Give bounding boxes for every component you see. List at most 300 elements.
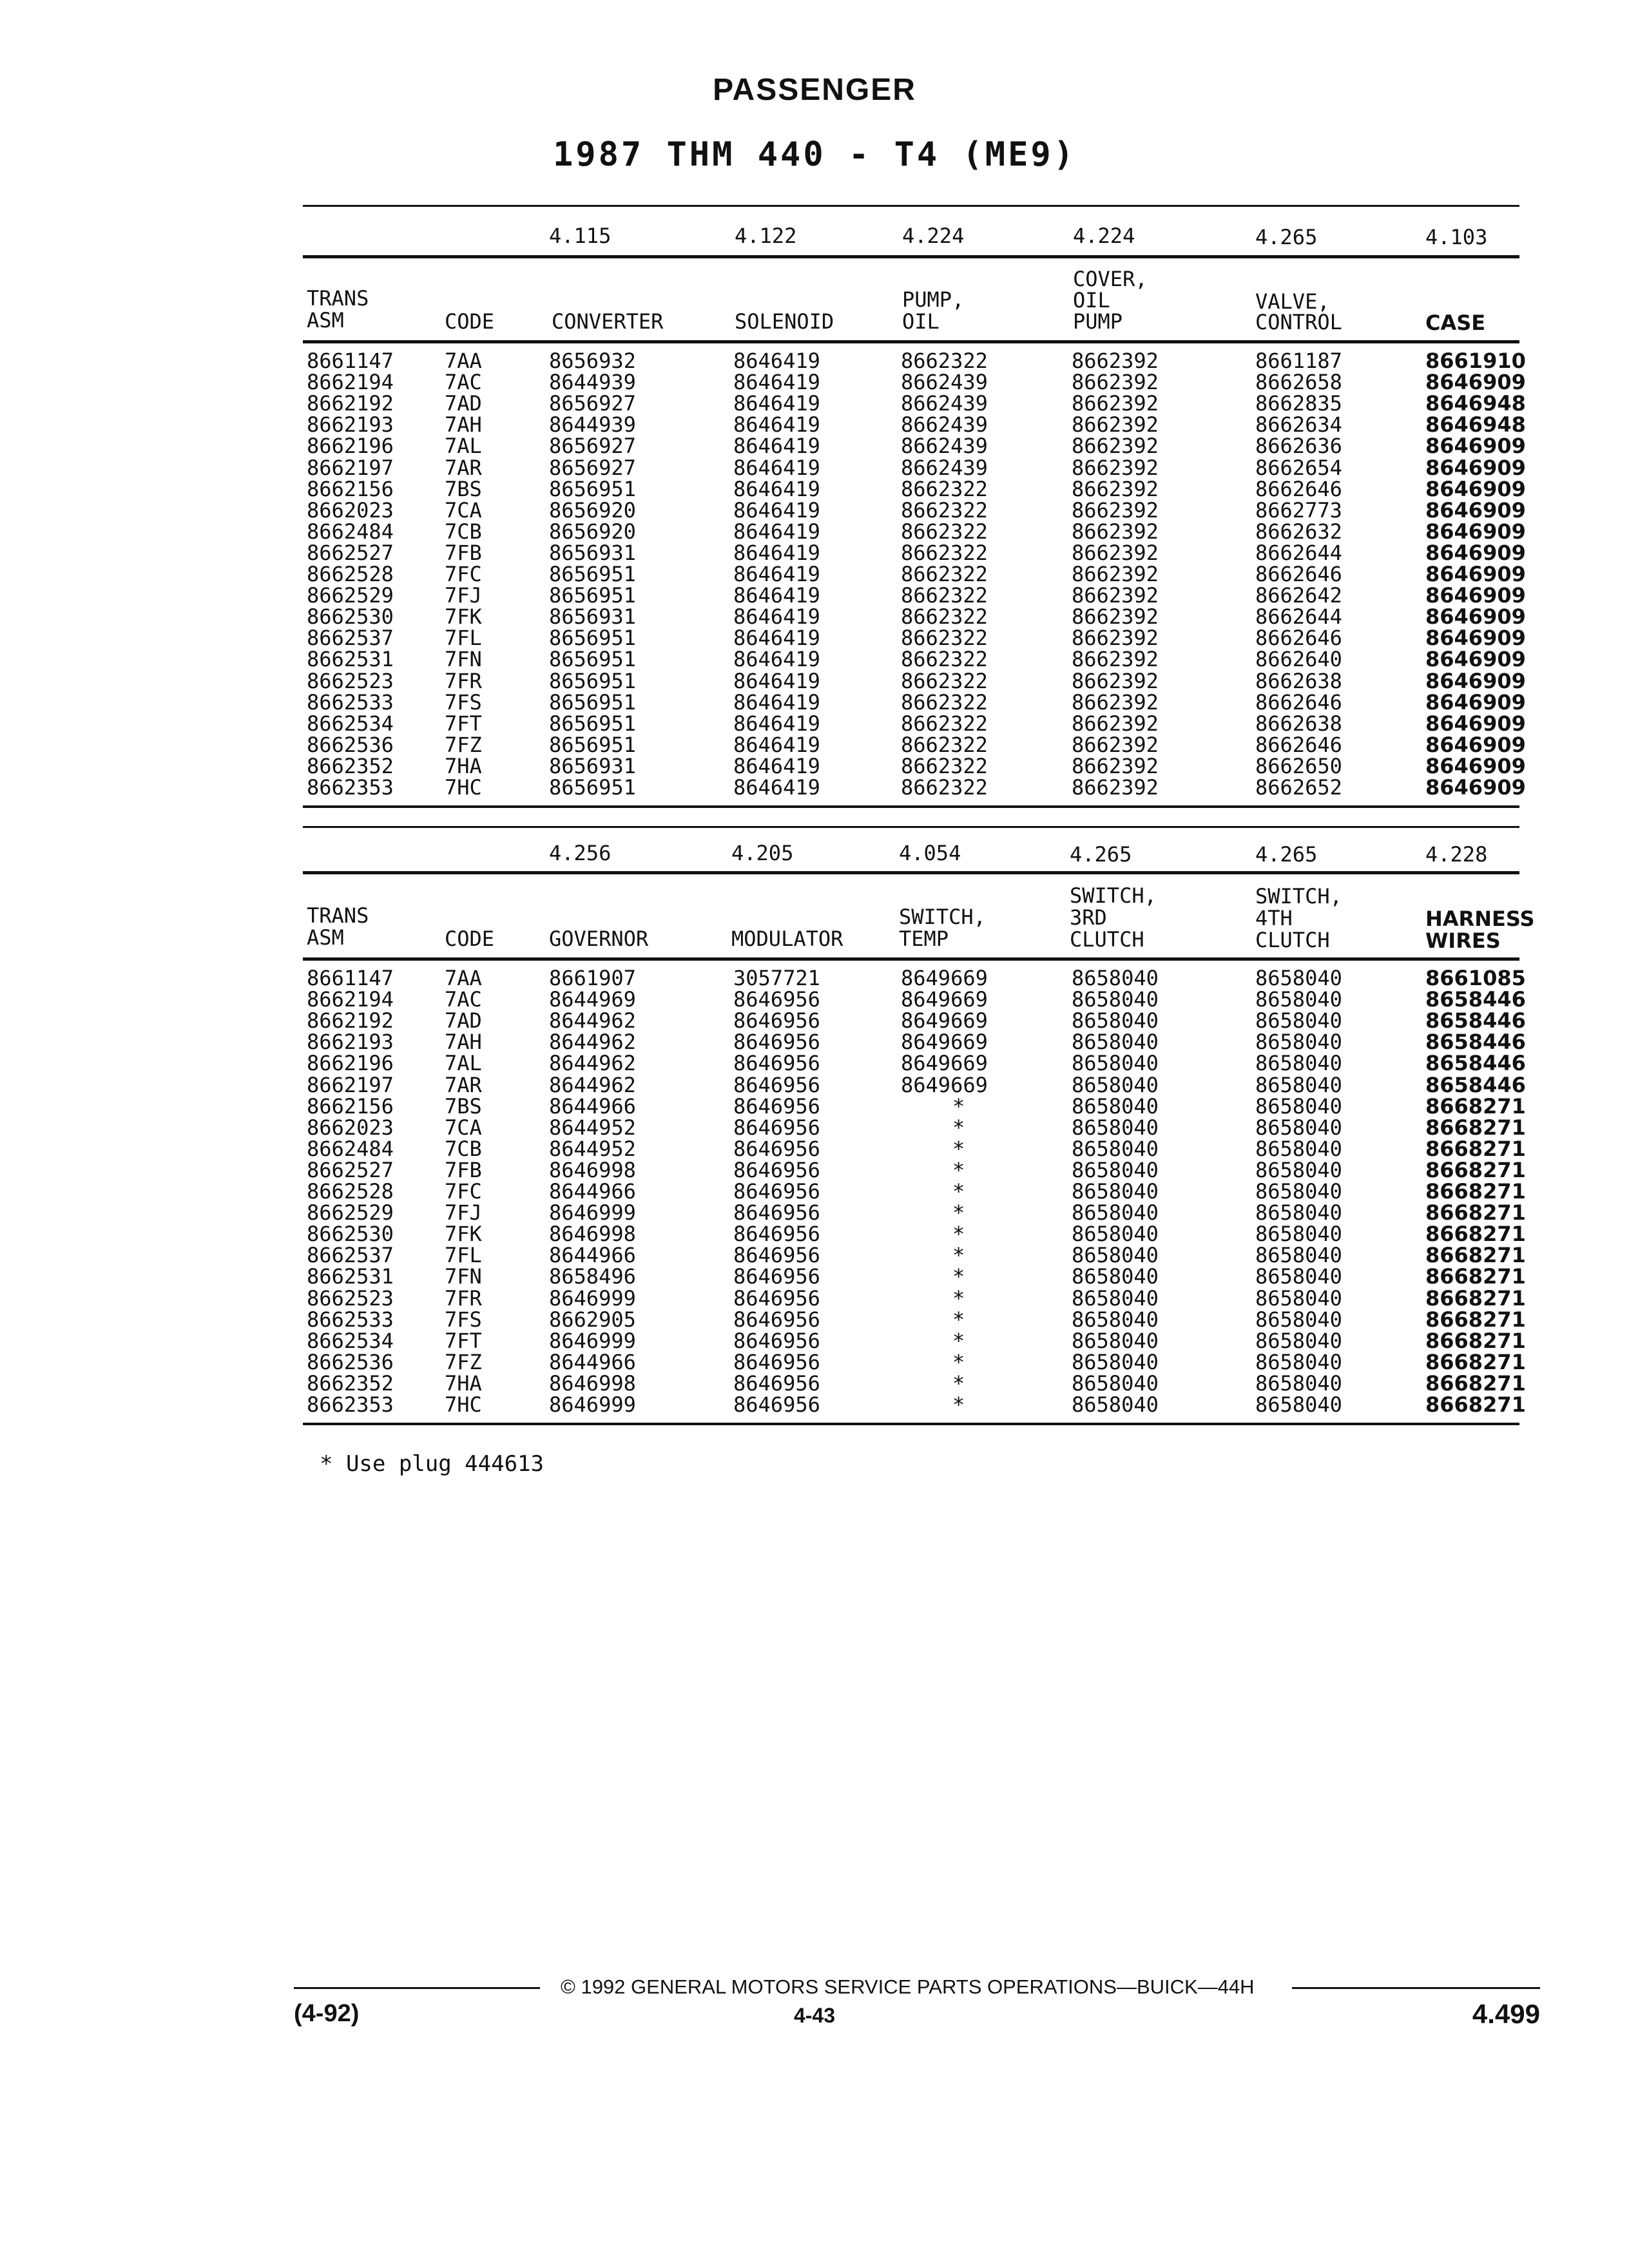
part-cell: 8658040 (1255, 1370, 1342, 1396)
part-cell: 8646956 (733, 1030, 820, 1055)
part-cell: 8658446 (1425, 1051, 1526, 1076)
part-cell: 8646948 (1425, 391, 1526, 416)
part-cell: 8646419 (733, 626, 820, 651)
part-cell: 8662392 (1072, 370, 1159, 395)
part-cell: 8646956 (733, 1179, 820, 1204)
part-cell: 8662322 (901, 711, 988, 736)
code-cell: 7FN (445, 1264, 482, 1289)
trans-asm-cell: 8662353 (307, 1392, 394, 1417)
col-header-switch-4th-3: CLUTCH (1255, 928, 1330, 952)
part-cell: * (952, 1093, 965, 1119)
part-cell: 8662392 (1072, 775, 1159, 800)
col-header-harness-2: WIRES (1425, 928, 1501, 953)
footnote: * Use plug 444613 (320, 1451, 544, 1477)
part-cell: 8662642 (1255, 583, 1342, 608)
part-cell: 8662392 (1072, 455, 1159, 480)
part-cell: 8662322 (901, 604, 988, 629)
code-cell: 7AL (445, 434, 482, 459)
part-cell: 8656931 (549, 753, 636, 778)
part-cell: 8646956 (733, 1370, 820, 1396)
part-cell: * (952, 1264, 965, 1289)
code-cell: 7HA (445, 1370, 482, 1396)
table-row (0, 393, 1629, 414)
col-header-trans: TRANS (307, 903, 369, 928)
footer-date-code: (4-92) (294, 2000, 360, 2027)
part-cell: 8662658 (1255, 370, 1342, 395)
rule (303, 340, 1519, 343)
part-cell: 8658040 (1255, 966, 1342, 990)
trans-asm-cell: 8662529 (307, 583, 394, 608)
trans-asm-cell: 8662352 (307, 1370, 394, 1396)
part-cell: 8658040 (1255, 1222, 1342, 1247)
part-cell: 8646419 (733, 370, 820, 395)
table-row (0, 1328, 1629, 1353)
part-cell: 8646419 (733, 753, 820, 778)
part-cell: 8662632 (1255, 519, 1342, 544)
ref-switch-3rd-clutch: 4.265 (1070, 842, 1132, 867)
part-cell: 8668271 (1425, 1222, 1526, 1247)
part-cell: 8662392 (1072, 753, 1159, 778)
part-cell: 8646419 (733, 412, 820, 437)
part-cell: 8646956 (733, 1051, 820, 1076)
rule (303, 805, 1519, 808)
part-cell: 8656951 (549, 583, 636, 608)
part-cell: 8646419 (733, 604, 820, 629)
trans-asm-cell: 8662536 (307, 1349, 394, 1374)
part-cell: 8662322 (901, 753, 988, 778)
trans-asm-cell: 8662023 (307, 497, 394, 523)
part-cell: 8649669 (901, 1051, 988, 1076)
code-cell: 7AR (445, 455, 482, 480)
part-cell: 8662322 (901, 349, 988, 373)
part-cell: 8646999 (549, 1285, 636, 1311)
code-cell: 7FZ (445, 1349, 482, 1374)
rule (303, 826, 1519, 828)
part-cell: 8658040 (1255, 1008, 1342, 1033)
part-cell: 8646909 (1425, 434, 1526, 459)
part-cell: 8646998 (549, 1157, 636, 1182)
table-row (0, 1053, 1629, 1074)
part-cell: 8661187 (1255, 349, 1342, 373)
code-cell: 7AL (445, 1051, 482, 1076)
table-row (0, 457, 1629, 479)
trans-asm-cell: 8662192 (307, 391, 394, 416)
code-cell: 7FK (445, 604, 482, 629)
trans-asm-cell: 8662534 (307, 711, 394, 736)
part-cell: 8662322 (901, 647, 988, 672)
part-cell: 8658040 (1072, 1222, 1159, 1247)
col-header-asm: ASM (307, 925, 344, 950)
code-cell: 7CA (445, 1115, 482, 1140)
part-cell: 8646998 (549, 1222, 636, 1247)
part-cell: 8658040 (1255, 987, 1342, 1012)
part-cell: 8658040 (1255, 1264, 1342, 1289)
part-cell: 8646909 (1425, 476, 1526, 501)
part-cell: 8644952 (549, 1115, 636, 1140)
trans-asm-cell: 8662353 (307, 775, 394, 800)
part-cell: 8658040 (1255, 1392, 1342, 1417)
table-row (0, 1224, 1629, 1245)
part-cell: 8658040 (1072, 1370, 1159, 1396)
part-cell: 8658040 (1255, 1136, 1342, 1161)
part-cell: 8658040 (1072, 1157, 1159, 1182)
page-subtitle: 1987 THM 440 - T4 (ME9) (552, 135, 1077, 174)
footer-copyright: © 1992 GENERAL MOTORS SERVICE PARTS OPERATIONS—BUICK—44H (561, 1975, 1255, 1998)
part-cell: 8662773 (1255, 497, 1342, 523)
part-cell: 8656951 (549, 775, 636, 800)
part-cell: 8662439 (901, 455, 988, 480)
part-cell: 8646909 (1425, 455, 1526, 480)
part-cell: 8658040 (1072, 1392, 1159, 1417)
code-cell: 7CB (445, 519, 482, 544)
part-cell: 8668271 (1425, 1264, 1526, 1289)
code-cell: 7FZ (445, 732, 482, 757)
table-row (0, 1136, 1629, 1161)
part-cell: 8646956 (733, 1222, 820, 1247)
part-cell: 8644952 (549, 1136, 636, 1161)
part-cell: 8644969 (549, 987, 636, 1012)
code-cell: 7FJ (445, 1200, 482, 1225)
col-header-cover-3: PUMP (1073, 309, 1123, 334)
code-cell: 7FB (445, 1157, 482, 1182)
part-cell: 8662322 (901, 732, 988, 757)
part-cell: 8656951 (549, 732, 636, 757)
col-header-case: CASE (1425, 311, 1486, 335)
part-cell: * (952, 1392, 965, 1417)
part-cell: 8658040 (1072, 966, 1159, 990)
part-cell: 8646956 (733, 1072, 820, 1097)
part-cell: 8644962 (549, 1072, 636, 1097)
part-cell: 8658040 (1255, 1115, 1342, 1140)
part-cell: 8656951 (549, 711, 636, 736)
col-header-harness-1: HARNESS (1425, 907, 1535, 931)
part-cell: 8646419 (733, 519, 820, 544)
table-row (0, 753, 1629, 778)
part-cell: 8656927 (549, 391, 636, 416)
table-row (0, 497, 1629, 523)
part-cell: * (952, 1200, 965, 1225)
part-cell: 8662392 (1072, 604, 1159, 629)
col-header-solenoid: SOLENOID (735, 309, 834, 334)
table-row (0, 564, 1629, 585)
part-cell: 8662322 (901, 583, 988, 608)
part-cell: 8662646 (1255, 732, 1342, 757)
part-cell: 8662392 (1072, 562, 1159, 586)
part-cell: 8646909 (1425, 647, 1526, 672)
col-header-switch-3rd-3: CLUTCH (1070, 927, 1144, 952)
part-cell: 8662638 (1255, 711, 1342, 736)
part-cell: 8646419 (733, 455, 820, 480)
part-cell: 8646909 (1425, 626, 1526, 651)
part-cell: 8661910 (1425, 349, 1526, 373)
part-cell: 8662392 (1072, 412, 1159, 437)
part-cell: 8662650 (1255, 753, 1342, 778)
ref-converter: 4.115 (549, 224, 612, 248)
part-cell: 8646956 (733, 1392, 820, 1417)
part-cell: 8658040 (1072, 1200, 1159, 1225)
part-cell: 8646419 (733, 540, 820, 565)
code-cell: 7FN (445, 647, 482, 672)
table-row (0, 521, 1629, 543)
part-cell: 8656951 (549, 562, 636, 586)
trans-asm-cell: 8662023 (307, 1115, 394, 1140)
trans-asm-cell: 8662197 (307, 1072, 394, 1097)
ref-modulator: 4.205 (731, 841, 794, 865)
trans-asm-cell: 8662197 (307, 455, 394, 480)
part-cell: 8658040 (1255, 1179, 1342, 1204)
code-cell: 7FL (445, 1243, 482, 1268)
table-row (0, 585, 1629, 606)
part-cell: 8646956 (733, 1157, 820, 1182)
trans-asm-cell: 8662530 (307, 1222, 394, 1247)
part-cell: 8662640 (1255, 647, 1342, 672)
col-header-converter: CONVERTER (552, 309, 664, 334)
table-row (0, 372, 1629, 393)
part-cell: 8658040 (1255, 1157, 1342, 1182)
part-cell: 8662652 (1255, 775, 1342, 800)
part-cell: 8662654 (1255, 455, 1342, 480)
part-cell: 8649669 (901, 966, 988, 990)
table-row (0, 989, 1629, 1010)
part-cell: 8658040 (1072, 1030, 1159, 1055)
trans-asm-cell: 8662156 (307, 476, 394, 501)
code-cell: 7FK (445, 1222, 482, 1247)
part-cell: 8662905 (549, 1307, 636, 1332)
code-cell: 7AA (445, 966, 482, 990)
part-cell: 8644962 (549, 1051, 636, 1076)
part-cell: 8658496 (549, 1264, 636, 1289)
part-cell: 8646999 (549, 1328, 636, 1353)
table-row (0, 476, 1629, 501)
part-cell: 8662322 (901, 775, 988, 800)
ref-governor: 4.256 (549, 841, 612, 865)
part-cell: 8658040 (1255, 1349, 1342, 1374)
col-header-valve-1: VALVE, (1255, 289, 1330, 314)
trans-asm-cell: 8662527 (307, 540, 394, 565)
part-cell: 8662392 (1072, 391, 1159, 416)
table-row (0, 414, 1629, 436)
part-cell: 8662439 (901, 391, 988, 416)
part-cell: 8656931 (549, 604, 636, 629)
part-cell: 8668271 (1425, 1115, 1526, 1140)
part-cell: 8662322 (901, 689, 988, 715)
part-cell: 8646909 (1425, 519, 1526, 544)
trans-asm-cell: 8661147 (307, 966, 394, 990)
table-row (0, 649, 1629, 670)
table-row (0, 713, 1629, 735)
part-cell: 8646419 (733, 775, 820, 800)
trans-asm-cell: 8662527 (307, 1157, 394, 1182)
code-cell: 7FC (445, 1179, 482, 1204)
part-cell: 8656951 (549, 647, 636, 672)
table-row (0, 606, 1629, 628)
part-cell: 8661907 (549, 966, 636, 990)
rule (303, 205, 1519, 207)
part-cell: 8658040 (1255, 1285, 1342, 1311)
part-cell: * (952, 1115, 965, 1140)
part-cell: 8658040 (1072, 1349, 1159, 1374)
part-cell: 8644966 (549, 1243, 636, 1268)
table-row (0, 540, 1629, 565)
part-cell: 8668271 (1425, 1179, 1526, 1204)
part-cell: 8662634 (1255, 412, 1342, 437)
trans-asm-cell: 8662193 (307, 412, 394, 437)
part-cell: 8668271 (1425, 1307, 1526, 1332)
part-cell: 8662636 (1255, 434, 1342, 459)
part-cell: 8662322 (901, 497, 988, 523)
trans-asm-cell: 8662531 (307, 647, 394, 672)
part-cell: 8658040 (1072, 1093, 1159, 1119)
code-cell: 7AC (445, 370, 482, 395)
table-row (0, 1117, 1629, 1139)
trans-asm-cell: 8662537 (307, 626, 394, 651)
part-cell: 8668271 (1425, 1349, 1526, 1374)
part-cell: 8658040 (1072, 1307, 1159, 1332)
part-cell: 8646956 (733, 987, 820, 1012)
part-cell: 8658040 (1072, 1072, 1159, 1097)
part-cell: 8649669 (901, 987, 988, 1012)
part-cell: 8662392 (1072, 349, 1159, 373)
part-cell: * (952, 1285, 965, 1311)
part-cell: 8662322 (901, 476, 988, 501)
trans-asm-cell: 8662528 (307, 1179, 394, 1204)
part-cell: 8646999 (549, 1200, 636, 1225)
part-cell: 8662322 (901, 668, 988, 693)
part-cell: 8646419 (733, 476, 820, 501)
code-cell: 7AH (445, 1030, 482, 1055)
part-cell: 8658040 (1072, 1285, 1159, 1311)
part-cell: 8668271 (1425, 1136, 1526, 1161)
trans-asm-cell: 8662193 (307, 1030, 394, 1055)
part-cell: 8646419 (733, 668, 820, 693)
part-cell: 8662392 (1072, 711, 1159, 736)
part-cell: 8646909 (1425, 540, 1526, 565)
table-row (0, 1370, 1629, 1396)
part-cell: 8646419 (733, 391, 820, 416)
col-header-modulator: MODULATOR (731, 927, 843, 951)
ref-switch-4th-clutch: 4.265 (1255, 842, 1318, 867)
part-cell: 8662392 (1072, 668, 1159, 693)
col-header-pump-2: OIL (902, 309, 940, 334)
table-row (0, 1010, 1629, 1032)
table-row (0, 968, 1629, 989)
col-header-code: CODE (445, 309, 495, 334)
part-cell: * (952, 1328, 965, 1353)
code-cell: 7CB (445, 1136, 482, 1161)
part-cell: 8662392 (1072, 626, 1159, 651)
trans-asm-cell: 8662196 (307, 434, 394, 459)
trans-asm-cell: 8662196 (307, 1051, 394, 1076)
code-cell: 7FB (445, 540, 482, 565)
code-cell: 7HC (445, 775, 482, 800)
part-cell: 8644939 (549, 370, 636, 395)
part-cell: 8662392 (1072, 732, 1159, 757)
part-cell: 8658040 (1072, 1243, 1159, 1268)
part-cell: 8668271 (1425, 1093, 1526, 1119)
table-row (0, 1093, 1629, 1119)
col-header-trans: TRANS (307, 286, 369, 311)
code-cell: 7FS (445, 1307, 482, 1332)
part-cell: * (952, 1370, 965, 1396)
rule (303, 871, 1519, 874)
part-cell: 8658446 (1425, 987, 1526, 1012)
col-header-governor: GOVERNOR (549, 927, 649, 951)
part-cell: * (952, 1243, 965, 1268)
part-cell: * (952, 1179, 965, 1204)
part-cell: 8662646 (1255, 562, 1342, 586)
part-cell: 8646909 (1425, 753, 1526, 778)
part-cell: 8658040 (1072, 1136, 1159, 1161)
part-cell: 8662322 (901, 562, 988, 586)
part-cell: 8646909 (1425, 668, 1526, 693)
part-cell: 8662646 (1255, 626, 1342, 651)
part-cell: 8646956 (733, 1093, 820, 1119)
code-cell: 7AR (445, 1072, 482, 1097)
part-cell: 8658040 (1255, 1051, 1342, 1076)
table-row (0, 777, 1629, 798)
table-row (0, 1157, 1629, 1182)
trans-asm-cell: 8662536 (307, 732, 394, 757)
trans-asm-cell: 8662529 (307, 1200, 394, 1225)
table-row (0, 1181, 1629, 1202)
col-header-cover-1: COVER, (1073, 267, 1148, 291)
part-cell: 8662322 (901, 626, 988, 651)
col-header-valve-2: CONTROL (1255, 310, 1342, 334)
code-cell: 7AA (445, 349, 482, 373)
trans-asm-cell: 8662537 (307, 1243, 394, 1268)
col-header-switch-4th-2: 4TH (1255, 906, 1293, 930)
part-cell: * (952, 1349, 965, 1374)
ref-switch-temp: 4.054 (899, 841, 961, 865)
part-cell: 8658040 (1255, 1072, 1342, 1097)
trans-asm-cell: 8662194 (307, 370, 394, 395)
part-cell: 8646956 (733, 1307, 820, 1332)
part-cell: * (952, 1136, 965, 1161)
table-row (0, 1266, 1629, 1287)
trans-asm-cell: 8662156 (307, 1093, 394, 1119)
part-cell: 8646909 (1425, 370, 1526, 395)
part-cell: 8646419 (733, 732, 820, 757)
part-cell: 8646909 (1425, 562, 1526, 586)
part-cell: 8662392 (1072, 647, 1159, 672)
part-cell: 8658040 (1072, 1051, 1159, 1076)
part-cell: 8658446 (1425, 1072, 1526, 1097)
part-cell: 8662392 (1072, 497, 1159, 523)
trans-asm-cell: 8662484 (307, 519, 394, 544)
part-cell: 8646909 (1425, 775, 1526, 800)
part-cell: 8646909 (1425, 497, 1526, 523)
part-cell: 8662646 (1255, 476, 1342, 501)
trans-asm-cell: 8662533 (307, 1307, 394, 1332)
code-cell: 7BS (445, 476, 482, 501)
part-cell: 8658040 (1072, 987, 1159, 1012)
part-cell: 8668271 (1425, 1285, 1526, 1311)
table-row (0, 1202, 1629, 1224)
part-cell: 8646956 (733, 1349, 820, 1374)
part-cell: 8658040 (1255, 1030, 1342, 1055)
part-cell: 8658040 (1072, 1008, 1159, 1033)
part-cell: 8662322 (901, 519, 988, 544)
trans-asm-cell: 8661147 (307, 349, 394, 373)
col-header-code: CODE (445, 927, 495, 951)
code-cell: 7FR (445, 1285, 482, 1311)
code-cell: 7AD (445, 1008, 482, 1033)
part-cell: 8646948 (1425, 412, 1526, 437)
part-cell: 8649669 (901, 1030, 988, 1055)
part-cell: 8646909 (1425, 689, 1526, 715)
trans-asm-cell: 8662528 (307, 562, 394, 586)
part-cell: 8658446 (1425, 1030, 1526, 1055)
